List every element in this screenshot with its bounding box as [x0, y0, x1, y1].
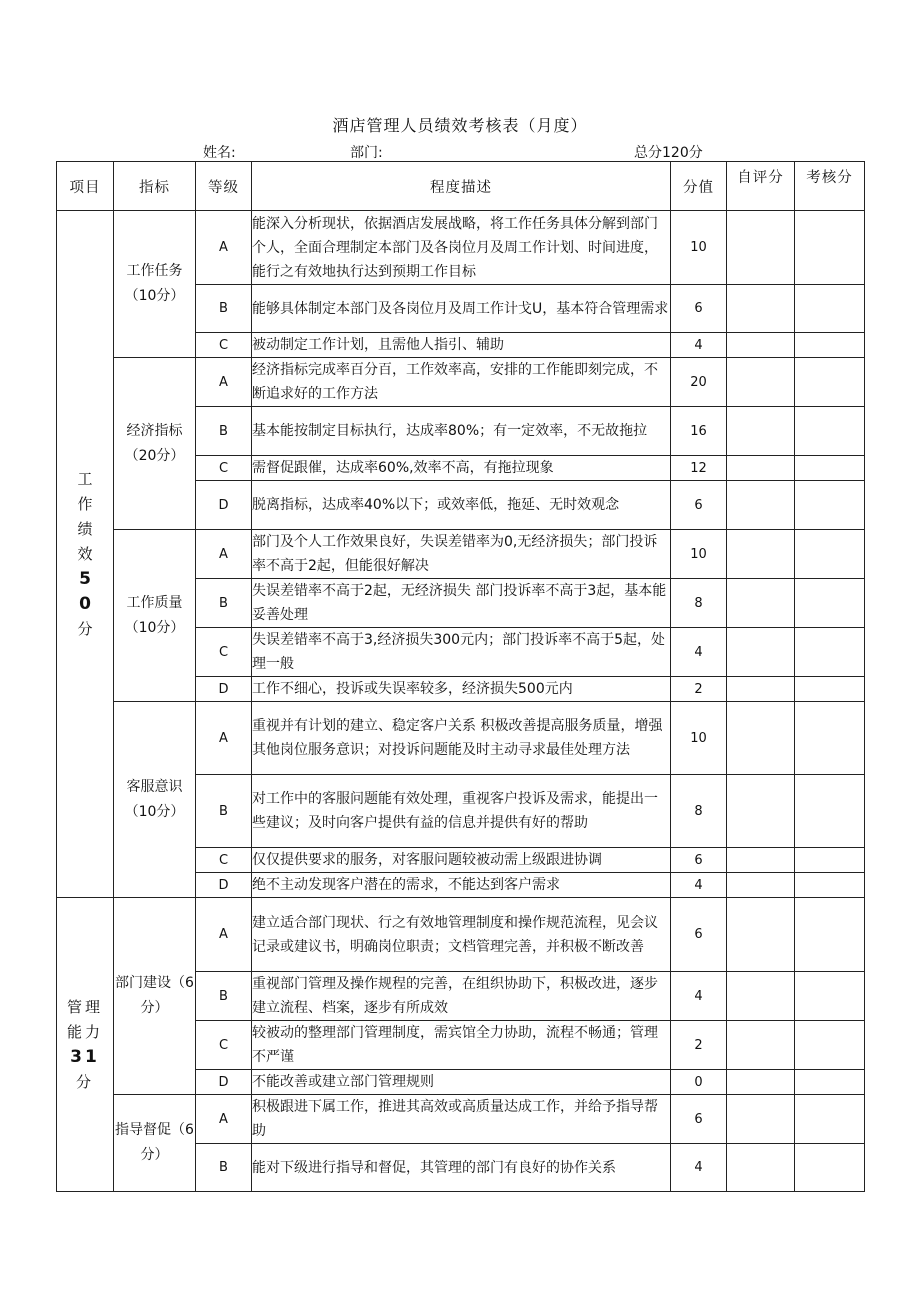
description-cell: 重视部门管理及操作规程的完善，在组织协助下，积极改进，逐步建立流程、档案，逐步有所成效 — [252, 972, 671, 1021]
assess-score-cell[interactable] — [795, 481, 865, 530]
score-cell: 10 — [671, 530, 727, 579]
description-cell: 被动制定工作计划，且需他人指引、辅助 — [252, 333, 671, 358]
description-cell: 基本能按制定目标执行，达成率80%；有一定效率，不无故拖拉 — [252, 407, 671, 456]
table-row — [57, 211, 865, 285]
header-score: 分值 — [671, 162, 727, 211]
self-score-cell[interactable] — [727, 677, 795, 702]
grade-cell: C — [196, 848, 252, 873]
grade-cell: A — [196, 211, 252, 285]
grade-cell: B — [196, 407, 252, 456]
self-score-cell[interactable] — [727, 579, 795, 628]
category-work-performance — [57, 211, 114, 898]
score-cell: 6 — [671, 848, 727, 873]
category-label: 管理能力 — [66, 997, 103, 1041]
indicator-economic: 经济指标（20分） — [114, 358, 196, 530]
description-cell: 工作不细心，投诉或失误率较多，经济损失500元内 — [252, 677, 671, 702]
self-score-cell[interactable] — [727, 873, 795, 898]
assess-score-cell[interactable] — [795, 848, 865, 873]
self-score-cell[interactable] — [727, 1021, 795, 1070]
self-score-cell[interactable] — [727, 1144, 795, 1192]
description-cell: 部门及个人工作效果良好，失误差错率为0,无经济损失；部门投诉率不高于2起，但能很好解决 — [252, 530, 671, 579]
score-cell: 2 — [671, 677, 727, 702]
document-title: 酒店管理人员绩效考核表（月度） — [332, 116, 588, 135]
assess-score-cell[interactable] — [795, 898, 865, 972]
table-row — [57, 358, 865, 407]
category-points: 50 — [79, 568, 91, 614]
header-indicator: 指标 — [114, 162, 196, 211]
self-score-cell[interactable] — [727, 481, 795, 530]
grade-cell: B — [196, 579, 252, 628]
description-cell: 失误差错率不高于2起，无经济损失 部门投诉率不高于3起，基本能妥善处理 — [252, 579, 671, 628]
header-row — [57, 162, 865, 211]
assess-score-cell[interactable] — [795, 333, 865, 358]
score-cell: 4 — [671, 873, 727, 898]
self-score-cell[interactable] — [727, 407, 795, 456]
grade-cell: B — [196, 775, 252, 848]
self-score-cell[interactable] — [727, 358, 795, 407]
header-self-score: 自评分 — [727, 162, 795, 211]
assess-score-cell[interactable] — [795, 1095, 865, 1144]
description-cell: 能深入分析现状，依据酒店发展战略，将工作任务具体分解到部门个人，全面合理制定本部门及各岗位月及周工作计划、时间进度，能行之有效地执行达到预期工作目标 — [252, 211, 671, 285]
self-score-cell[interactable] — [727, 1070, 795, 1095]
name-label: 姓名: — [203, 145, 236, 161]
assess-score-cell[interactable] — [795, 628, 865, 677]
self-score-cell[interactable] — [727, 1095, 795, 1144]
description-cell: 能够具体制定本部门及各岗位月及周工作计戈U，基本符合管理需求 — [252, 285, 671, 333]
self-score-cell[interactable] — [727, 333, 795, 358]
indicator-customer-service: 客服意识（10分） — [114, 702, 196, 898]
self-score-cell[interactable] — [727, 898, 795, 972]
assess-score-cell[interactable] — [795, 1021, 865, 1070]
category-unit: 分 — [75, 1072, 94, 1091]
score-cell: 8 — [671, 579, 727, 628]
grade-cell: B — [196, 1144, 252, 1192]
grade-cell: C — [196, 456, 252, 481]
grade-cell: A — [196, 530, 252, 579]
header-description: 程度描述 — [252, 162, 671, 211]
assess-score-cell[interactable] — [795, 873, 865, 898]
self-score-cell[interactable] — [727, 530, 795, 579]
grade-cell: D — [196, 481, 252, 530]
header-grade: 等级 — [196, 162, 252, 211]
assess-score-cell[interactable] — [795, 702, 865, 775]
description-cell: 经济指标完成率百分百，工作效率高，安排的工作能即刻完成，不断追求好的工作方法 — [252, 358, 671, 407]
score-cell: 10 — [671, 702, 727, 775]
score-cell: 10 — [671, 211, 727, 285]
score-cell: 4 — [671, 333, 727, 358]
assess-score-cell[interactable] — [795, 358, 865, 407]
assess-score-cell[interactable] — [795, 579, 865, 628]
assess-score-cell[interactable] — [795, 407, 865, 456]
description-cell: 脱离指标，达成率40%以下；或效率低，拖延、无时效观念 — [252, 481, 671, 530]
grade-cell: C — [196, 1021, 252, 1070]
score-cell: 20 — [671, 358, 727, 407]
assess-score-cell[interactable] — [795, 456, 865, 481]
score-cell: 6 — [671, 1095, 727, 1144]
description-cell: 积极跟进下属工作，推进其高效或高质量达成工作，并给予指导帮助 — [252, 1095, 671, 1144]
grade-cell: A — [196, 898, 252, 972]
self-score-cell[interactable] — [727, 285, 795, 333]
description-cell: 绝不主动发现客户潜在的需求，不能达到客户需求 — [252, 873, 671, 898]
description-cell: 重视并有计划的建立、稳定客户关系 积极改善提高服务质量，增强其他岗位服务意识；对投诉问题能及时主动寻求最佳处理方法 — [252, 702, 671, 775]
description-cell: 失误差错率不高于3,经济损失300元内；部门投诉率不高于5起，处理一般 — [252, 628, 671, 677]
description-cell: 需督促跟催，达成率60%,效率不高，有拖拉现象 — [252, 456, 671, 481]
assess-score-cell[interactable] — [795, 285, 865, 333]
score-cell: 6 — [671, 481, 727, 530]
category-management — [57, 898, 114, 1192]
assess-score-cell[interactable] — [795, 972, 865, 1021]
grade-cell: C — [196, 628, 252, 677]
header-assess-score: 考核分 — [795, 162, 865, 211]
description-cell: 对工作中的客服问题能有效处理，重视客户投诉及需求，能提出一些建议；及时向客户提供有益的信息并提供有好的帮助 — [252, 775, 671, 848]
description-cell: 能对下级进行指导和督促，其管理的部门有良好的协作关系 — [252, 1144, 671, 1192]
assess-score-cell[interactable] — [795, 1144, 865, 1192]
table-row — [57, 1095, 865, 1144]
score-cell: 0 — [671, 1070, 727, 1095]
indicator-work-tasks: 工作任务（10分） — [114, 211, 196, 358]
department-label: 部门: — [350, 145, 383, 161]
table-row — [57, 702, 865, 775]
assess-score-cell[interactable] — [795, 775, 865, 848]
self-score-cell[interactable] — [727, 775, 795, 848]
indicator-dept-building: 部门建设（6分） — [114, 898, 196, 1095]
category-label: 工作绩效 — [77, 469, 93, 563]
description-cell: 不能改善或建立部门管理规则 — [252, 1070, 671, 1095]
grade-cell: D — [196, 1070, 252, 1095]
self-score-cell[interactable] — [727, 628, 795, 677]
grade-cell: A — [196, 358, 252, 407]
score-cell: 16 — [671, 407, 727, 456]
assess-score-cell[interactable] — [795, 1070, 865, 1095]
self-score-cell[interactable] — [727, 972, 795, 1021]
grade-cell: D — [196, 677, 252, 702]
assess-score-cell[interactable] — [795, 530, 865, 579]
assess-score-cell[interactable] — [795, 677, 865, 702]
score-cell: 4 — [671, 1144, 727, 1192]
description-cell: 较被动的整理部门管理制度，需宾馆全力协助，流程不畅通；管理不严谨 — [252, 1021, 671, 1070]
assessment-table — [56, 161, 865, 1192]
score-cell: 6 — [671, 285, 727, 333]
grade-cell: B — [196, 285, 252, 333]
description-cell: 仅仅提供要求的服务，对客服问题较被动需上级跟进协调 — [252, 848, 671, 873]
indicator-work-quality: 工作质量（10分） — [114, 530, 196, 702]
table-row — [57, 898, 865, 972]
category-unit: 分 — [77, 619, 93, 638]
total-score-label: 总分120分 — [634, 145, 703, 161]
self-score-cell[interactable] — [727, 848, 795, 873]
category-points: 31 — [70, 1046, 100, 1067]
score-cell: 8 — [671, 775, 727, 848]
grade-cell: A — [196, 702, 252, 775]
assess-score-cell[interactable] — [795, 211, 865, 285]
indicator-guidance: 指导督促（6分） — [114, 1095, 196, 1192]
self-score-cell[interactable] — [727, 456, 795, 481]
description-cell: 建立适合部门现状、行之有效地管理制度和操作规范流程，见会议记录或建议书，明确岗位职责；文档管理完善，并积极不断改善 — [252, 898, 671, 972]
grade-cell: D — [196, 873, 252, 898]
self-score-cell[interactable] — [727, 702, 795, 775]
score-cell: 6 — [671, 898, 727, 972]
grade-cell: A — [196, 1095, 252, 1144]
grade-cell: C — [196, 333, 252, 358]
grade-cell: B — [196, 972, 252, 1021]
score-cell: 4 — [671, 972, 727, 1021]
score-cell: 4 — [671, 628, 727, 677]
score-cell: 12 — [671, 456, 727, 481]
header-category: 项目 — [57, 162, 114, 211]
table-row — [57, 530, 865, 579]
self-score-cell[interactable] — [727, 211, 795, 285]
score-cell: 2 — [671, 1021, 727, 1070]
